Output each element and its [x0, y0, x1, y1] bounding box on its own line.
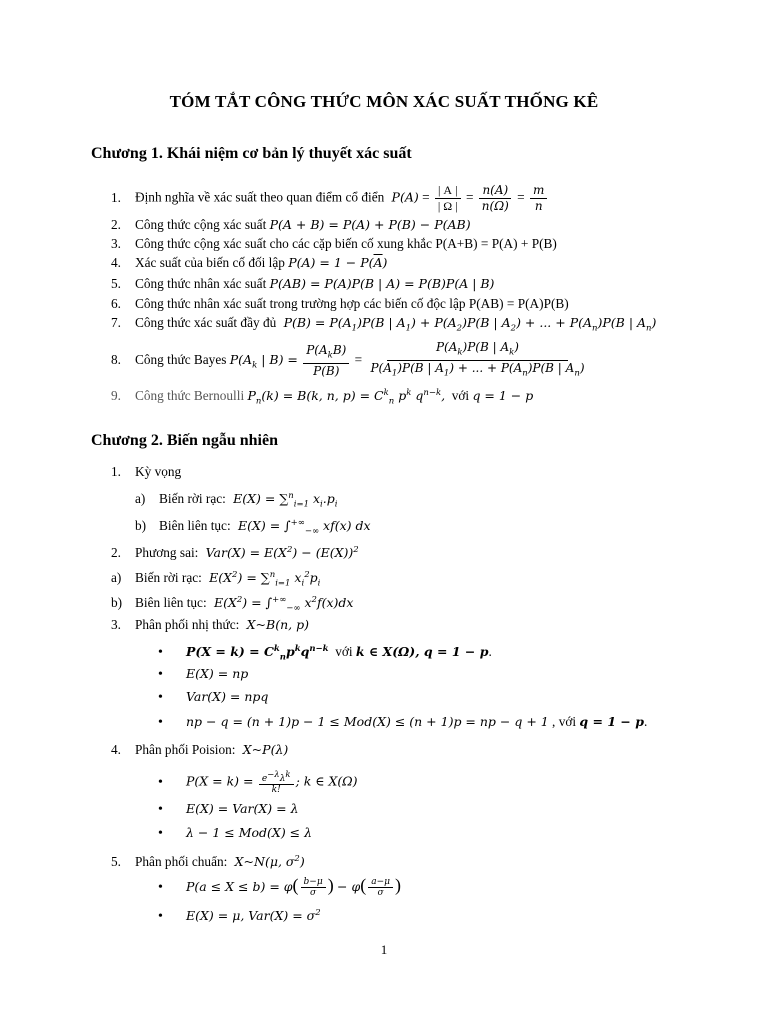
page-number: 1 — [380, 942, 388, 957]
ch2-item-4-bullet-1: • P(X = k) = $\frac{e^{-\lambda}\lambda^k}{k!}$ ; k ∈ X(Ω) — [158, 770, 358, 795]
ch2-item-3-bullet-1: • $P(X = k) = C^k_np^kq^{n-k}$ với k ∈ X(Ω), q = 1 − p. — [158, 644, 492, 663]
ch2-item-3-bullet-3: • Var(X) = npq — [158, 689, 269, 705]
ch2-item-1a: a) Biến rời rạc: E(X) = ∑$^n_{i=1}$ $x_i.p_i$ — [135, 491, 338, 510]
ch1-item-1: 1. Định nghĩa về xác suất theo quan điểm cổ điển P(A) = $\frac{| A |}{| \Omega |}$ = $\frac{n(A)}{n(\Omega)}$ = $\frac{m}{n}$ — [111, 183, 549, 214]
ch2-item-2b: b) Biên liên tục: $E(X^2) = \int^{+\infty}_{-\infty}$ $x^2f(x)dx$ — [111, 595, 354, 614]
ch1-item-7: 7. Công thức xác suất đầy đủ $P(B) = P(A_1)P(B$ | $A_1) + P(A_2)P(B$ | $A_2$) + ... + $P(A_n)P(B$ | $A_n$) — [111, 315, 657, 334]
ch1-item-5: 5. Công thức nhân xác suất P(AB) = P(A)P(B | A) = P(B)P(A | B) — [111, 276, 495, 291]
ch2-item-5-bullet-2: • E(X) = μ, $Var(X) = \sigma^2$ — [158, 908, 321, 925]
ch2-item-1b: b) Biên liên tục: $E(X) = \int^{+\infty}_{-\infty}$ xf(x) dx — [135, 518, 371, 537]
ch1-item-4: 4. Xác suất của biến cố đối lập $P(A) = 1 - P(\overline{A})$ — [111, 255, 388, 270]
chapter-1-heading: Chương 1. Khái niệm cơ bản lý thuyết xác suất — [91, 145, 412, 162]
ch2-item-1: 1. Kỳ vọng — [111, 464, 182, 479]
ch2-item-4-bullet-2: • E(X) = Var(X) = λ — [158, 801, 299, 817]
ch2-item-4-bullet-3: • λ − 1 ≤ Mod(X) ≤ λ — [158, 825, 313, 841]
ch2-item-3-bullet-2: • E(X) = np — [158, 666, 249, 682]
ch1-item-6: 6. Công thức nhân xác suất trong trường hợp các biến cố độc lập P(AB) = P(A)P(B) — [111, 296, 569, 311]
chapter-2-heading: Chương 2. Biến ngẫu nhiên — [91, 432, 278, 449]
ch2-item-2: 2. Phương sai: $Var(X) = E(X^2) - (E(X))^2$ — [111, 545, 359, 561]
ch2-item-3-bullet-4: • np − q = (n + 1)p − 1 ≤ Mod(X) ≤ (n + 1)p = np − q + 1 , với q = 1 − p. — [158, 714, 648, 730]
ch2-item-2a: a) Biến rời rạc: $E(X^2) = \sum^n_{i=1}$ $x_i^2p_i$ — [111, 570, 321, 589]
ch2-item-5: 5. Phân phối chuẩn: X~N(μ, $\sigma^2$) — [111, 854, 305, 870]
ch1-item-2: 2. Công thức cộng xác suất P(A + B) = P(A) + P(B) − P(AB) — [111, 217, 471, 232]
ch1-item-9: 9. Công thức Bernoulli $P_n(k) = B(k$, n, $p) = C^k_n$ $p^k$ $q^{n-k}$, với q = 1 − p — [111, 388, 534, 407]
ch2-item-3: 3. Phân phối nhị thức: X~B(n, p) — [111, 617, 309, 632]
ch2-item-4: 4. Phân phối Poision: X~P(λ) — [111, 742, 289, 757]
ch1-item-3: 3. Công thức cộng xác suất cho các cặp biến cố xung khắc P(A+B) = P(A) + P(B) — [111, 236, 557, 251]
page-title: TÓM TẮT CÔNG THỨC MÔN XÁC SUẤT THỐNG KÊ — [169, 92, 599, 111]
ch1-item-8: 8. Công thức Bayes $P(A_k$ | B) = $\frac{P(A_kB)}{P(B)}$ = $\frac{P(A_k)P(B | A_k)}{P(A_1)P(B | A_1) + ... + P(A_n)P(B | A_n)}$ — [111, 340, 585, 379]
ch2-item-5-bullet-1: • P(a ≤ X ≤ b) = φ( $\frac{b-\mu}{\sigma}$ ) − φ( $\frac{a-\mu}{\sigma}$ ) — [158, 875, 401, 899]
